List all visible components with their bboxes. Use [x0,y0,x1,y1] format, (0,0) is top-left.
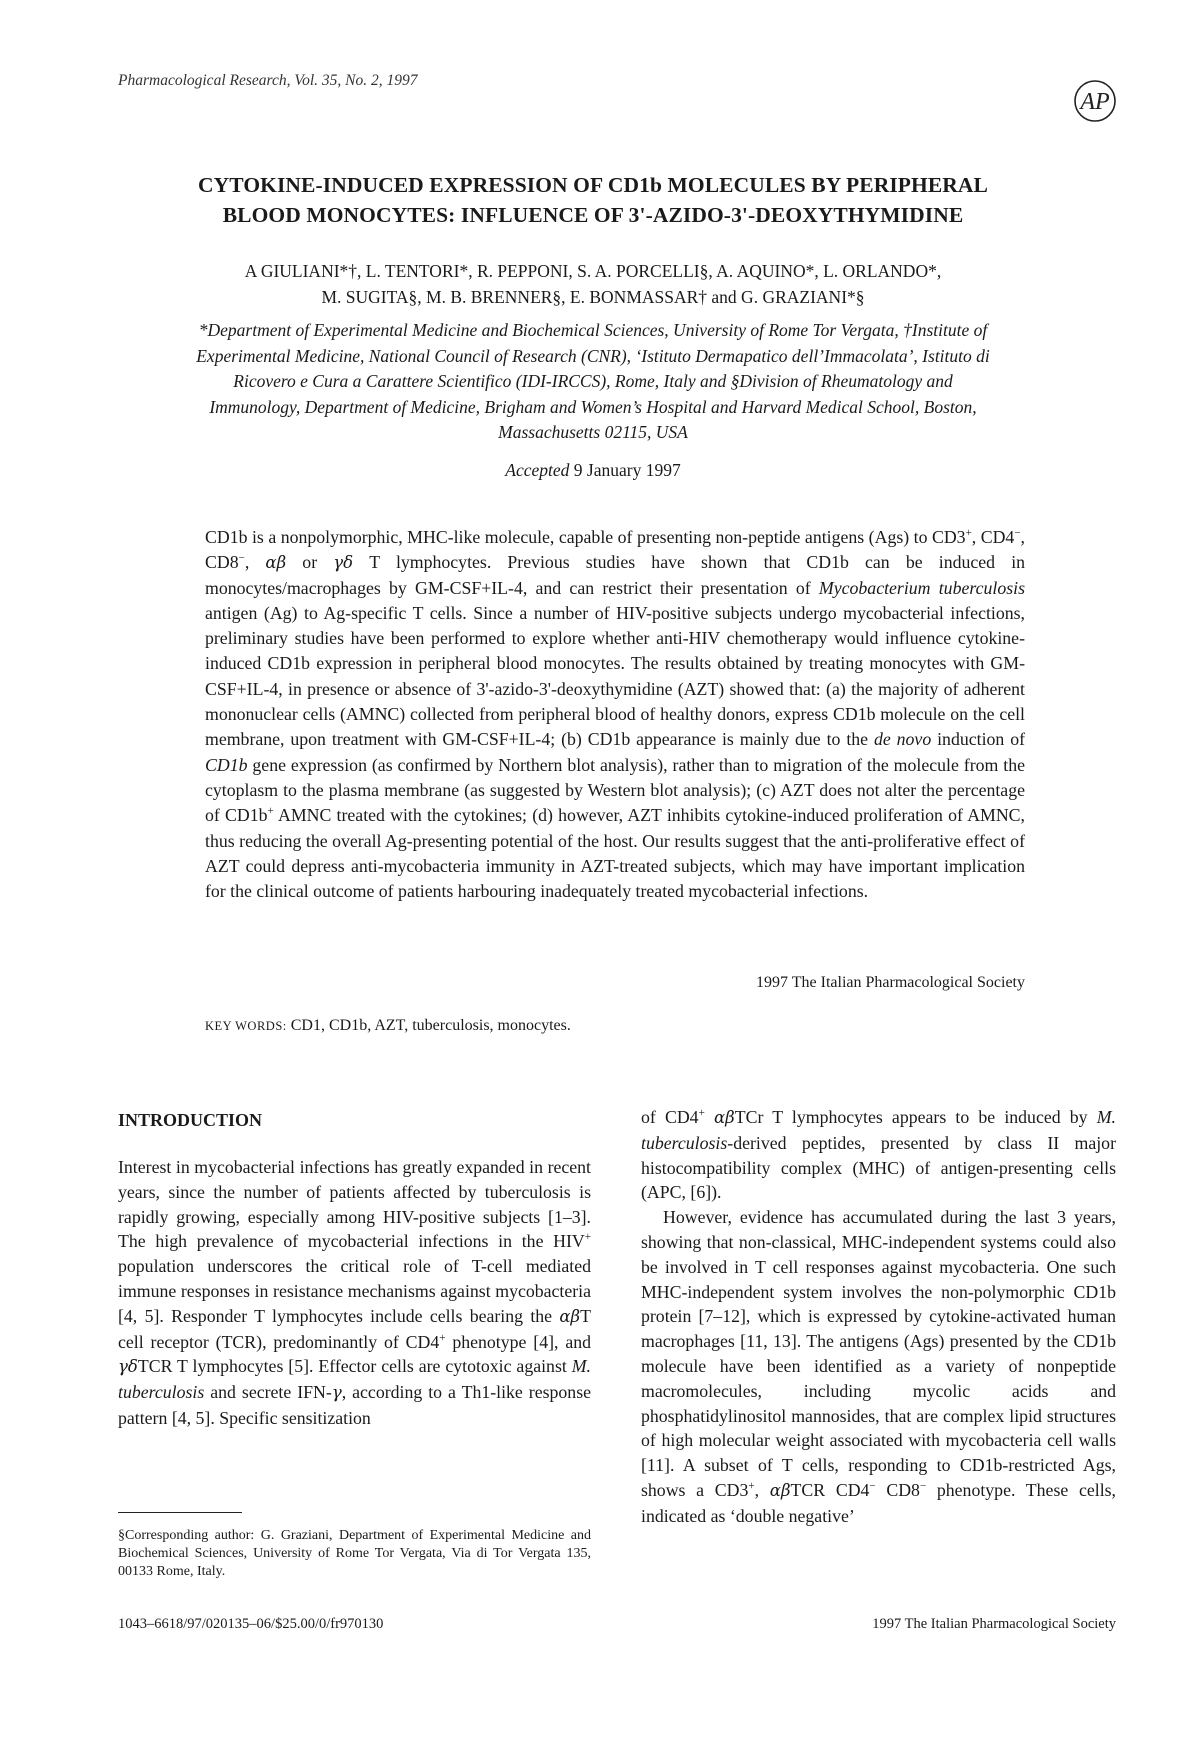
affiliation-line: Ricovero e Cura a Carattere Scientifico (IDI-IRCCS), Rome, Italy and §Division of Rheumatology and [233,371,953,391]
keywords [205,1017,571,1035]
affiliation-line: *Department of Experimental Medicine and Biochemical Sciences, University of Rome Tor Vergata, †Institute of [198,320,988,340]
affiliation-line: Massachusetts 02115, USA [498,422,688,442]
corresponding-author-footnote: §Corresponding author: G. Graziani, Department of Experimental Medicine and Biochemical Sciences, University of Rome Tor Vergata, Via di Tor Vergata 135, 00133 Rome, Italy. [118,1528,591,1579]
footnote-divider [118,1512,242,1513]
footer-copyright: 1997 The Italian Pharmacological Society [872,1616,1116,1632]
affiliation-line: Experimental Medicine, National Council of Research (CNR), ‘Istituto Dermapatico dell’Immacolata’, Istituto di [196,345,990,366]
intro-left-column: Interest in mycobacterial infections has greatly expanded in recent years, since the number of patients affected by tuberculosis is rapidly growing, especially among HIV-positive subjects [1–3]. The high prevalence of mycobacterial infections in the HIV+ population underscores the critical role of T-cell mediated immune responses in resistance mechanisms against mycobacteria [4, 5]. Responder T lymphocytes include cells bearing the αβT cell receptor (TCR), predominantly of CD4+ phenotype [4], and γδTCR T lymphocytes [5]. Effector cells are cytotoxic against M. tuberculosis and secrete IFN-γ, according to a Th1-like response pattern [4, 5]. Specific sensitization [118,1157,592,1428]
issn-code: 1043–6618/97/020135–06/$25.00/0/fr970130 [118,1616,384,1632]
intro-right-column: of CD4+ αβTCr T lymphocytes appears to be induced by M. tuberculosis-derived peptides, presented by class II major histocompatibility complex (MHC) of antigen-presenting cells (APC, [6]). However, evidence has accumulated during the last 3 years, showing that non-classical, MHC-independent systems could also be involved in T cell responses against mycobacteria. One such MHC-independent system involves the non-polymorphic CD1b protein [7–12], which is expressed by cytokine-activated human macrophages [11, 13]. The antigens (Ags) presented by the CD1b molecule have been identified as a variety of nonpeptide macromolecules, including mycolic acids and phosphatidylinositol mannosides, that are complex lipid structures of high molecular weight associated with mycobacteria cell walls [11]. A subset of T cells, responding to CD1b-restricted Ags, shows a CD3+, αβTCR CD4− CD8− phenotype. These cells, indicated as ‘double negative’ [641,1107,1117,1526]
author-list [118,258,1068,310]
author-line: A GIULIANI*†, L. TENTORI*, R. PEPPONI, S. A. PORCELLI§, A. AQUINO*, L. ORLANDO*, [244,261,942,281]
keywords-label: KEY WORDS: [205,1019,287,1033]
paper-title [118,170,1068,230]
title-line: BLOOD MONOCYTES: INFLUENCE OF 3'-AZIDO-3'-DEOXYTHYMIDINE [222,203,964,227]
abstract: CD1b is a nonpolymorphic, MHC-like molecule, capable of presenting non-peptide antigens (Ags) to CD3+, CD4−, CD8−, αβ or γδ T lymphocytes. Previous studies have shown that CD1b can be induced in monocytes/macrophages by GM-CSF+IL-4, and can restrict their presentation of Mycobacterium tuberculosis antigen (Ag) to Ag-specific T cells. Since a number of HIV-positive subjects undergo mycobacterial infections, preliminary studies have been performed to explore whether anti-HIV chemotherapy would influence cytokine-induced CD1b expression in peripheral blood monocytes. The results obtained by treating monocytes with GM-CSF+IL-4, in presence or absence of 3'-azido-3'-deoxythymidine (AZT) showed that: (a) the majority of adherent mononuclear cells (AMNC) collected from peripheral blood of healthy donors, express CD1b molecule on the cell membrane, upon treatment with GM-CSF+IL-4; (b) CD1b appearance is mainly due to the de novo induction of CD1b gene expression (as confirmed by Northern blot analysis), rather than to migration of the molecule from the cytoplasm to the plasma membrane (as suggested by Western blot analysis); (c) AZT does not alter the percentage of CD1b+ AMNC treated with the cytokines; (d) however, AZT inhibits cytokine-induced proliferation of AMNC, thus reducing the overall Ag-presenting potential of the host. Our results suggest that the anti-proliferative effect of AZT could depress anti-mycobacteria immunity in AZT-treated subjects, which may have important implication for the clinical outcome of patients harbouring inadequately treated mycobacterial infections. [205,527,1026,902]
keywords-text: CD1, CD1b, AZT, tuberculosis, monocytes. [286,1017,571,1034]
accepted-date: Accepted 9 January 1997 [505,460,681,480]
affiliation-line: Immunology, Department of Medicine, Brigham and Women’s Hospital and Harvard Medical School, Boston, [209,396,977,417]
title-line: CYTOKINE-INDUCED EXPRESSION OF CD1b MOLECULES BY PERIPHERAL [198,173,988,197]
logo-text: AP [1080,89,1110,115]
author-line: M. SUGITA§, M. B. BRENNER§, E. BONMASSAR† and G. GRAZIANI*§ [321,287,865,307]
affiliations [118,318,1068,446]
section-heading-introduction: INTRODUCTION [118,1110,263,1130]
journal-citation: Pharmacological Research, Vol. 35, No. 2, 1997 [118,72,418,89]
abstract-copyright: 1997 The Italian Pharmacological Society [756,974,1025,991]
publisher-logo-icon [1073,79,1117,123]
